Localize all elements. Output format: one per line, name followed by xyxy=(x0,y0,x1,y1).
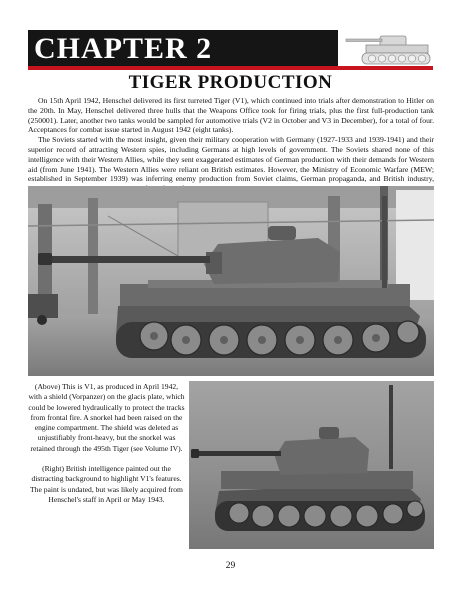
tiger-tank-factory-photo xyxy=(28,186,434,376)
chapter-title: CHAPTER 2 xyxy=(34,32,213,65)
captions xyxy=(28,382,185,515)
body-text xyxy=(28,96,434,194)
tiger-tank-field-photo xyxy=(189,381,434,549)
paragraph-2: The Soviets started with the most insight, given their military cooperation with Germany (1927-1933 and 1939-1941) and their superior record of attracting Western spies, including Germans at high levels of government. The Soviets shared none of this intelligence with their Western Allies, while they sent exaggerated estimates of German production with their demands for Western aid (from June 1941). The Western Allies were reliant on British estimates. However, the Ministry of Economic Warfare (MEW; established in September 1939) was inferring enemy production from Soviet claims, German propaganda, and British industry, xyxy=(28,135,434,184)
caption-right: (Right) British intelligence painted out the distracting background to highlight V1's features. The paint is undated, but was likely acquired from Henschel's staff in April or May 1943. xyxy=(30,464,183,504)
paragraph-1: On 15th April 1942, Henschel delivered its first turreted Tiger (V1), which continued into trials after demonstration to Hitler on the 20th. In May, Henschel delivered three hulls that the Weapons Office took for firing trials, plus the first full-production tank (250001). Later, another two tanks would be sampled for automotive trials (V2 in October and V3 in December), for a total of four. Acceptances for combat issue started in August 1942 (eight tanks). xyxy=(28,96,434,135)
tank-silhouette-icon xyxy=(340,28,435,68)
caption-above: (Above) This is V1, as produced in April 1942, with a shield (Vorpanzer) on the glacis plate, which could be lowered hydraulically to protect the tracks from frontal fire. A snorkel had been raised on the engine compartment. The shield was deleted as unjustifiably front-heavy, but the snorkel was retained through the 495th Tiger (see Volume IV). xyxy=(28,382,185,453)
page-number: 29 xyxy=(225,561,236,571)
section-title: TIGER PRODUCTION xyxy=(128,72,333,93)
